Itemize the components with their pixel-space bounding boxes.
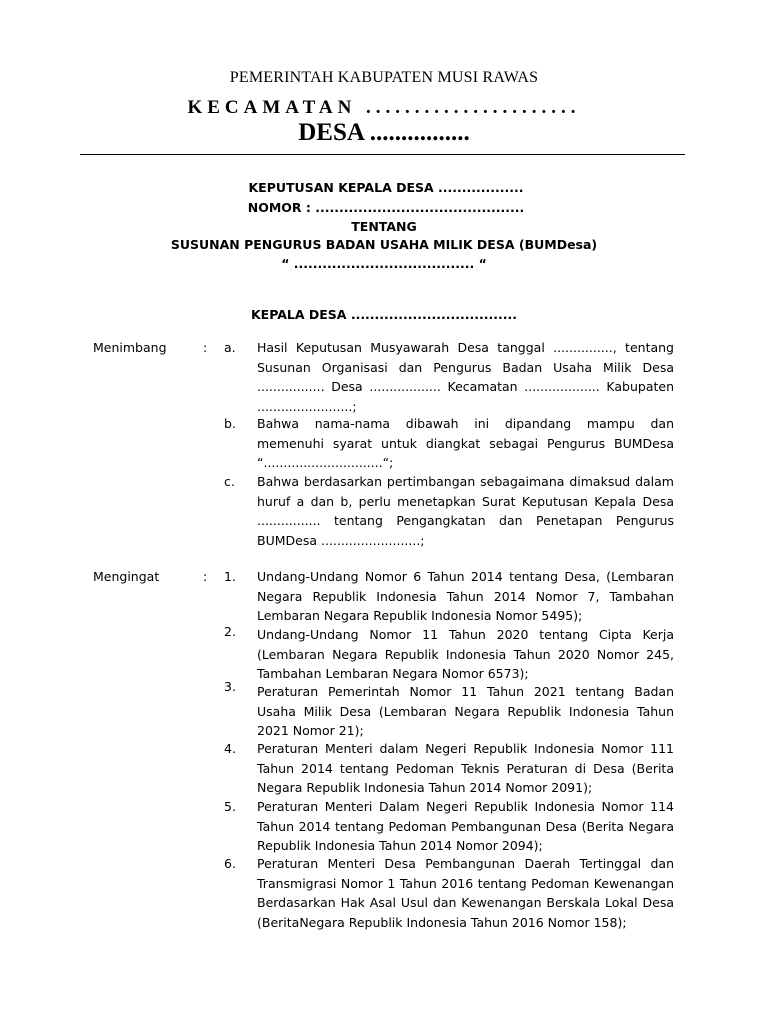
letterhead-government: PEMERINTAH KABUPATEN MUSI RAWAS	[229, 69, 539, 86]
list-item-text: Peraturan Menteri Dalam Negeri Republik Indonesia Nomor 114 Tahun 2014 tentang Pedoman Pembangunan Desa (Berita Negara Republik Indonesia Tahun 2014 Nomor 2094);	[257, 799, 674, 853]
decree-tentang: TENTANG	[351, 219, 417, 234]
letterhead-desa: DESA ................	[298, 119, 470, 146]
list-item-text: Peraturan Menteri Desa Pembangunan Daerah Tertinggal dan Transmigrasi Nomor 1 Tahun 2016 tentang Pedoman Kewenangan Berdasarkan Hak Asal Usul dan Kewenangan Berskala Lokal Desa (BeritaNegara Republik Indonesia Tahun 2016 Nomor 158);	[257, 856, 674, 930]
list-item-text: Peraturan Menteri dalam Negeri Republik Indonesia Nomor 111 Tahun 2014 tentang Pedoman Teknis Peraturan di Desa (Berita Negara Republik Indonesia Tahun 2014 Nomor 2091);	[257, 741, 674, 795]
section-colon: :	[203, 340, 208, 355]
list-item-text: Hasil Keputusan Musyawarah Desa tanggal ..............., tentang Susunan Organisasi dan Pengurus Badan Usaha Milik Desa ................. Desa .................. Kecamatan ................... Kabupaten ........................;	[257, 340, 674, 414]
list-marker: c.	[224, 474, 235, 489]
decree-bumdes-name: “ ...................................... “	[281, 256, 487, 271]
list-item-text: Undang-Undang Nomor 11 Tahun 2020 tentang Cipta Kerja (Lembaran Negara Republik Indonesia Tahun 2020 Nomor 245, Tambahan Lembaran Negara Nomor 6573);	[257, 627, 674, 681]
decree-number: NOMOR : ............................................	[247, 200, 525, 215]
list-item-text: Bahwa berdasarkan pertimbangan sebagaimana dimaksud dalam huruf a dan b, perlu menetapkan Surat Keputusan Kepala Desa ................ tentang Pengangkatan dan Penetapan Pengurus BUMDesa .........................;	[257, 474, 674, 548]
list-marker: b.	[224, 416, 236, 431]
list-item-text: Peraturan Pemerintah Nomor 11 Tahun 2021 tentang Badan Usaha Milik Desa (Lembaran Negara Republik Indonesia Tahun 2021 Nomor 21);	[257, 684, 674, 738]
list-marker: 1.	[224, 569, 236, 584]
list-marker: 4.	[224, 741, 236, 756]
section-label-mengingat: Mengingat	[93, 569, 160, 584]
list-marker: a.	[224, 340, 236, 355]
letterhead-divider	[80, 154, 685, 155]
letterhead-kecamatan: KECAMATAN ......................	[187, 97, 581, 118]
section-label-menimbang: Menimbang	[93, 340, 167, 355]
list-item-text: Bahwa nama-nama dibawah ini dipandang mampu dan memenuhi syarat untuk diangkat sebagai Pengurus BUMDesa “..............................“;	[257, 416, 674, 470]
decree-issuer: KEPALA DESA ...................................	[250, 307, 518, 322]
list-marker: 2.	[224, 624, 236, 639]
decree-subject: SUSUNAN PENGURUS BADAN USAHA MILIK DESA (BUMDesa)	[170, 237, 598, 252]
decree-title: KEPUTUSAN KEPALA DESA ..................	[248, 180, 524, 195]
list-marker: 6.	[224, 856, 236, 871]
list-marker: 5.	[224, 799, 236, 814]
list-marker: 3.	[224, 679, 236, 694]
section-colon: :	[203, 569, 208, 584]
list-item-text: Undang-Undang Nomor 6 Tahun 2014 tentang Desa, (Lembaran Negara Republik Indonesia Tahun 2014 Nomor 7, Tambahan Lembaran Negara Republik Indonesia Nomor 5495);	[257, 569, 674, 623]
